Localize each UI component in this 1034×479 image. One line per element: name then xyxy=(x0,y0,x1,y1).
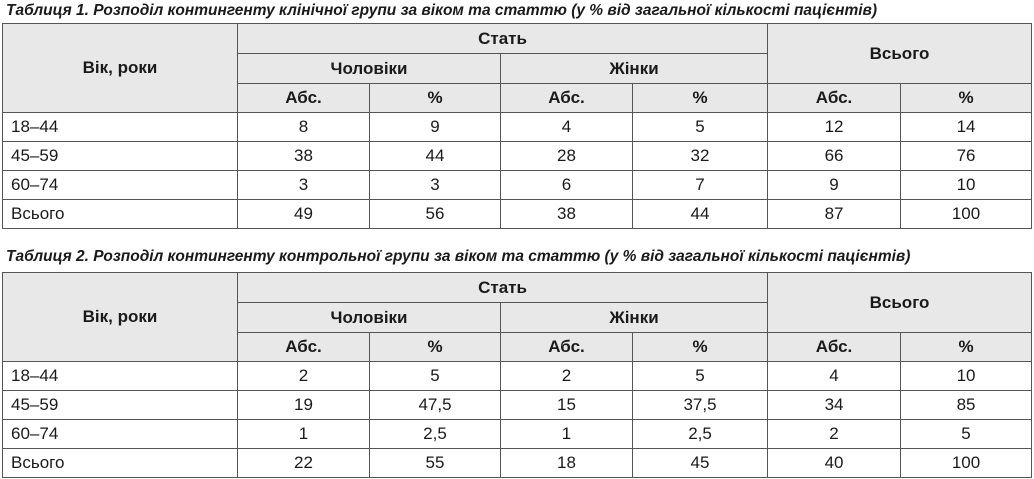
header-age: Вік, роки xyxy=(3,24,238,113)
female-pct-cell: 44 xyxy=(633,200,768,229)
header-sex: Стать xyxy=(238,24,768,54)
header-female-abs: Абс. xyxy=(501,333,633,362)
header-age: Вік, роки xyxy=(3,273,238,362)
header-female-pct: % xyxy=(633,84,768,113)
header-total: Всього xyxy=(768,273,1032,333)
age-cell: 60–74 xyxy=(3,420,238,449)
total-pct-cell: 85 xyxy=(901,391,1032,420)
table-2-caption: Таблиця 2. Розподіл контингенту контрольної групи за віком та статтю (у % від загальної кількості пацієнтів) xyxy=(6,248,911,265)
header-total-abs: Абс. xyxy=(768,84,901,113)
female-abs-cell: 18 xyxy=(501,449,633,478)
table-1 xyxy=(2,23,1032,229)
age-cell: 60–74 xyxy=(3,171,238,200)
header-male: Чоловіки xyxy=(238,54,501,84)
header-female-abs: Абс. xyxy=(501,84,633,113)
total-abs-cell: 66 xyxy=(768,142,901,171)
total-abs-cell: 2 xyxy=(768,420,901,449)
male-abs-cell: 1 xyxy=(238,420,370,449)
total-abs-cell: 4 xyxy=(768,362,901,391)
table-row xyxy=(3,171,1032,200)
male-abs-cell: 22 xyxy=(238,449,370,478)
header-male-pct: % xyxy=(370,84,501,113)
female-abs-cell: 2 xyxy=(501,362,633,391)
female-pct-cell: 37,5 xyxy=(633,391,768,420)
total-pct-cell: 100 xyxy=(901,200,1032,229)
female-abs-cell: 6 xyxy=(501,171,633,200)
female-abs-cell: 28 xyxy=(501,142,633,171)
table-row xyxy=(3,142,1032,171)
male-pct-cell: 55 xyxy=(370,449,501,478)
male-pct-cell: 3 xyxy=(370,171,501,200)
total-abs-cell: 34 xyxy=(768,391,901,420)
total-abs-cell: 40 xyxy=(768,449,901,478)
header-sex: Стать xyxy=(238,273,768,303)
header-male: Чоловіки xyxy=(238,303,501,333)
total-abs-cell: 87 xyxy=(768,200,901,229)
header-total-pct: % xyxy=(901,84,1032,113)
male-pct-cell: 9 xyxy=(370,113,501,142)
female-abs-cell: 38 xyxy=(501,200,633,229)
female-pct-cell: 32 xyxy=(633,142,768,171)
total-pct-cell: 5 xyxy=(901,420,1032,449)
table-row xyxy=(3,113,1032,142)
male-abs-cell: 3 xyxy=(238,171,370,200)
table-row xyxy=(3,420,1032,449)
male-abs-cell: 49 xyxy=(238,200,370,229)
total-pct-cell: 10 xyxy=(901,171,1032,200)
female-abs-cell: 1 xyxy=(501,420,633,449)
age-cell: Всього xyxy=(3,200,238,229)
age-cell: 18–44 xyxy=(3,362,238,391)
total-pct-cell: 14 xyxy=(901,113,1032,142)
header-total-pct: % xyxy=(901,333,1032,362)
male-abs-cell: 38 xyxy=(238,142,370,171)
header-female: Жінки xyxy=(501,303,768,333)
male-abs-cell: 19 xyxy=(238,391,370,420)
table-row xyxy=(3,362,1032,391)
male-pct-cell: 47,5 xyxy=(370,391,501,420)
total-abs-cell: 12 xyxy=(768,113,901,142)
male-abs-cell: 8 xyxy=(238,113,370,142)
age-cell: Всього xyxy=(3,449,238,478)
male-pct-cell: 2,5 xyxy=(370,420,501,449)
header-total: Всього xyxy=(768,24,1032,84)
header-total-abs: Абс. xyxy=(768,333,901,362)
age-cell: 45–59 xyxy=(3,391,238,420)
total-pct-cell: 76 xyxy=(901,142,1032,171)
male-pct-cell: 56 xyxy=(370,200,501,229)
female-pct-cell: 45 xyxy=(633,449,768,478)
header-female-pct: % xyxy=(633,333,768,362)
header-male-abs: Абс. xyxy=(238,84,370,113)
table-row-total xyxy=(3,200,1032,229)
male-pct-cell: 5 xyxy=(370,362,501,391)
total-pct-cell: 10 xyxy=(901,362,1032,391)
female-pct-cell: 5 xyxy=(633,362,768,391)
age-cell: 18–44 xyxy=(3,113,238,142)
header-male-abs: Абс. xyxy=(238,333,370,362)
female-pct-cell: 2,5 xyxy=(633,420,768,449)
female-abs-cell: 4 xyxy=(501,113,633,142)
female-abs-cell: 15 xyxy=(501,391,633,420)
table-2 xyxy=(2,272,1032,478)
total-pct-cell: 100 xyxy=(901,449,1032,478)
female-pct-cell: 5 xyxy=(633,113,768,142)
total-abs-cell: 9 xyxy=(768,171,901,200)
header-male-pct: % xyxy=(370,333,501,362)
table-1-caption: Таблиця 1. Розподіл контингенту клінічної групи за віком та статтю (у % від загальної кількості пацієнтів) xyxy=(6,2,878,19)
male-abs-cell: 2 xyxy=(238,362,370,391)
male-pct-cell: 44 xyxy=(370,142,501,171)
table-row xyxy=(3,391,1032,420)
table-row-total xyxy=(3,449,1032,478)
header-female: Жінки xyxy=(501,54,768,84)
age-cell: 45–59 xyxy=(3,142,238,171)
female-pct-cell: 7 xyxy=(633,171,768,200)
